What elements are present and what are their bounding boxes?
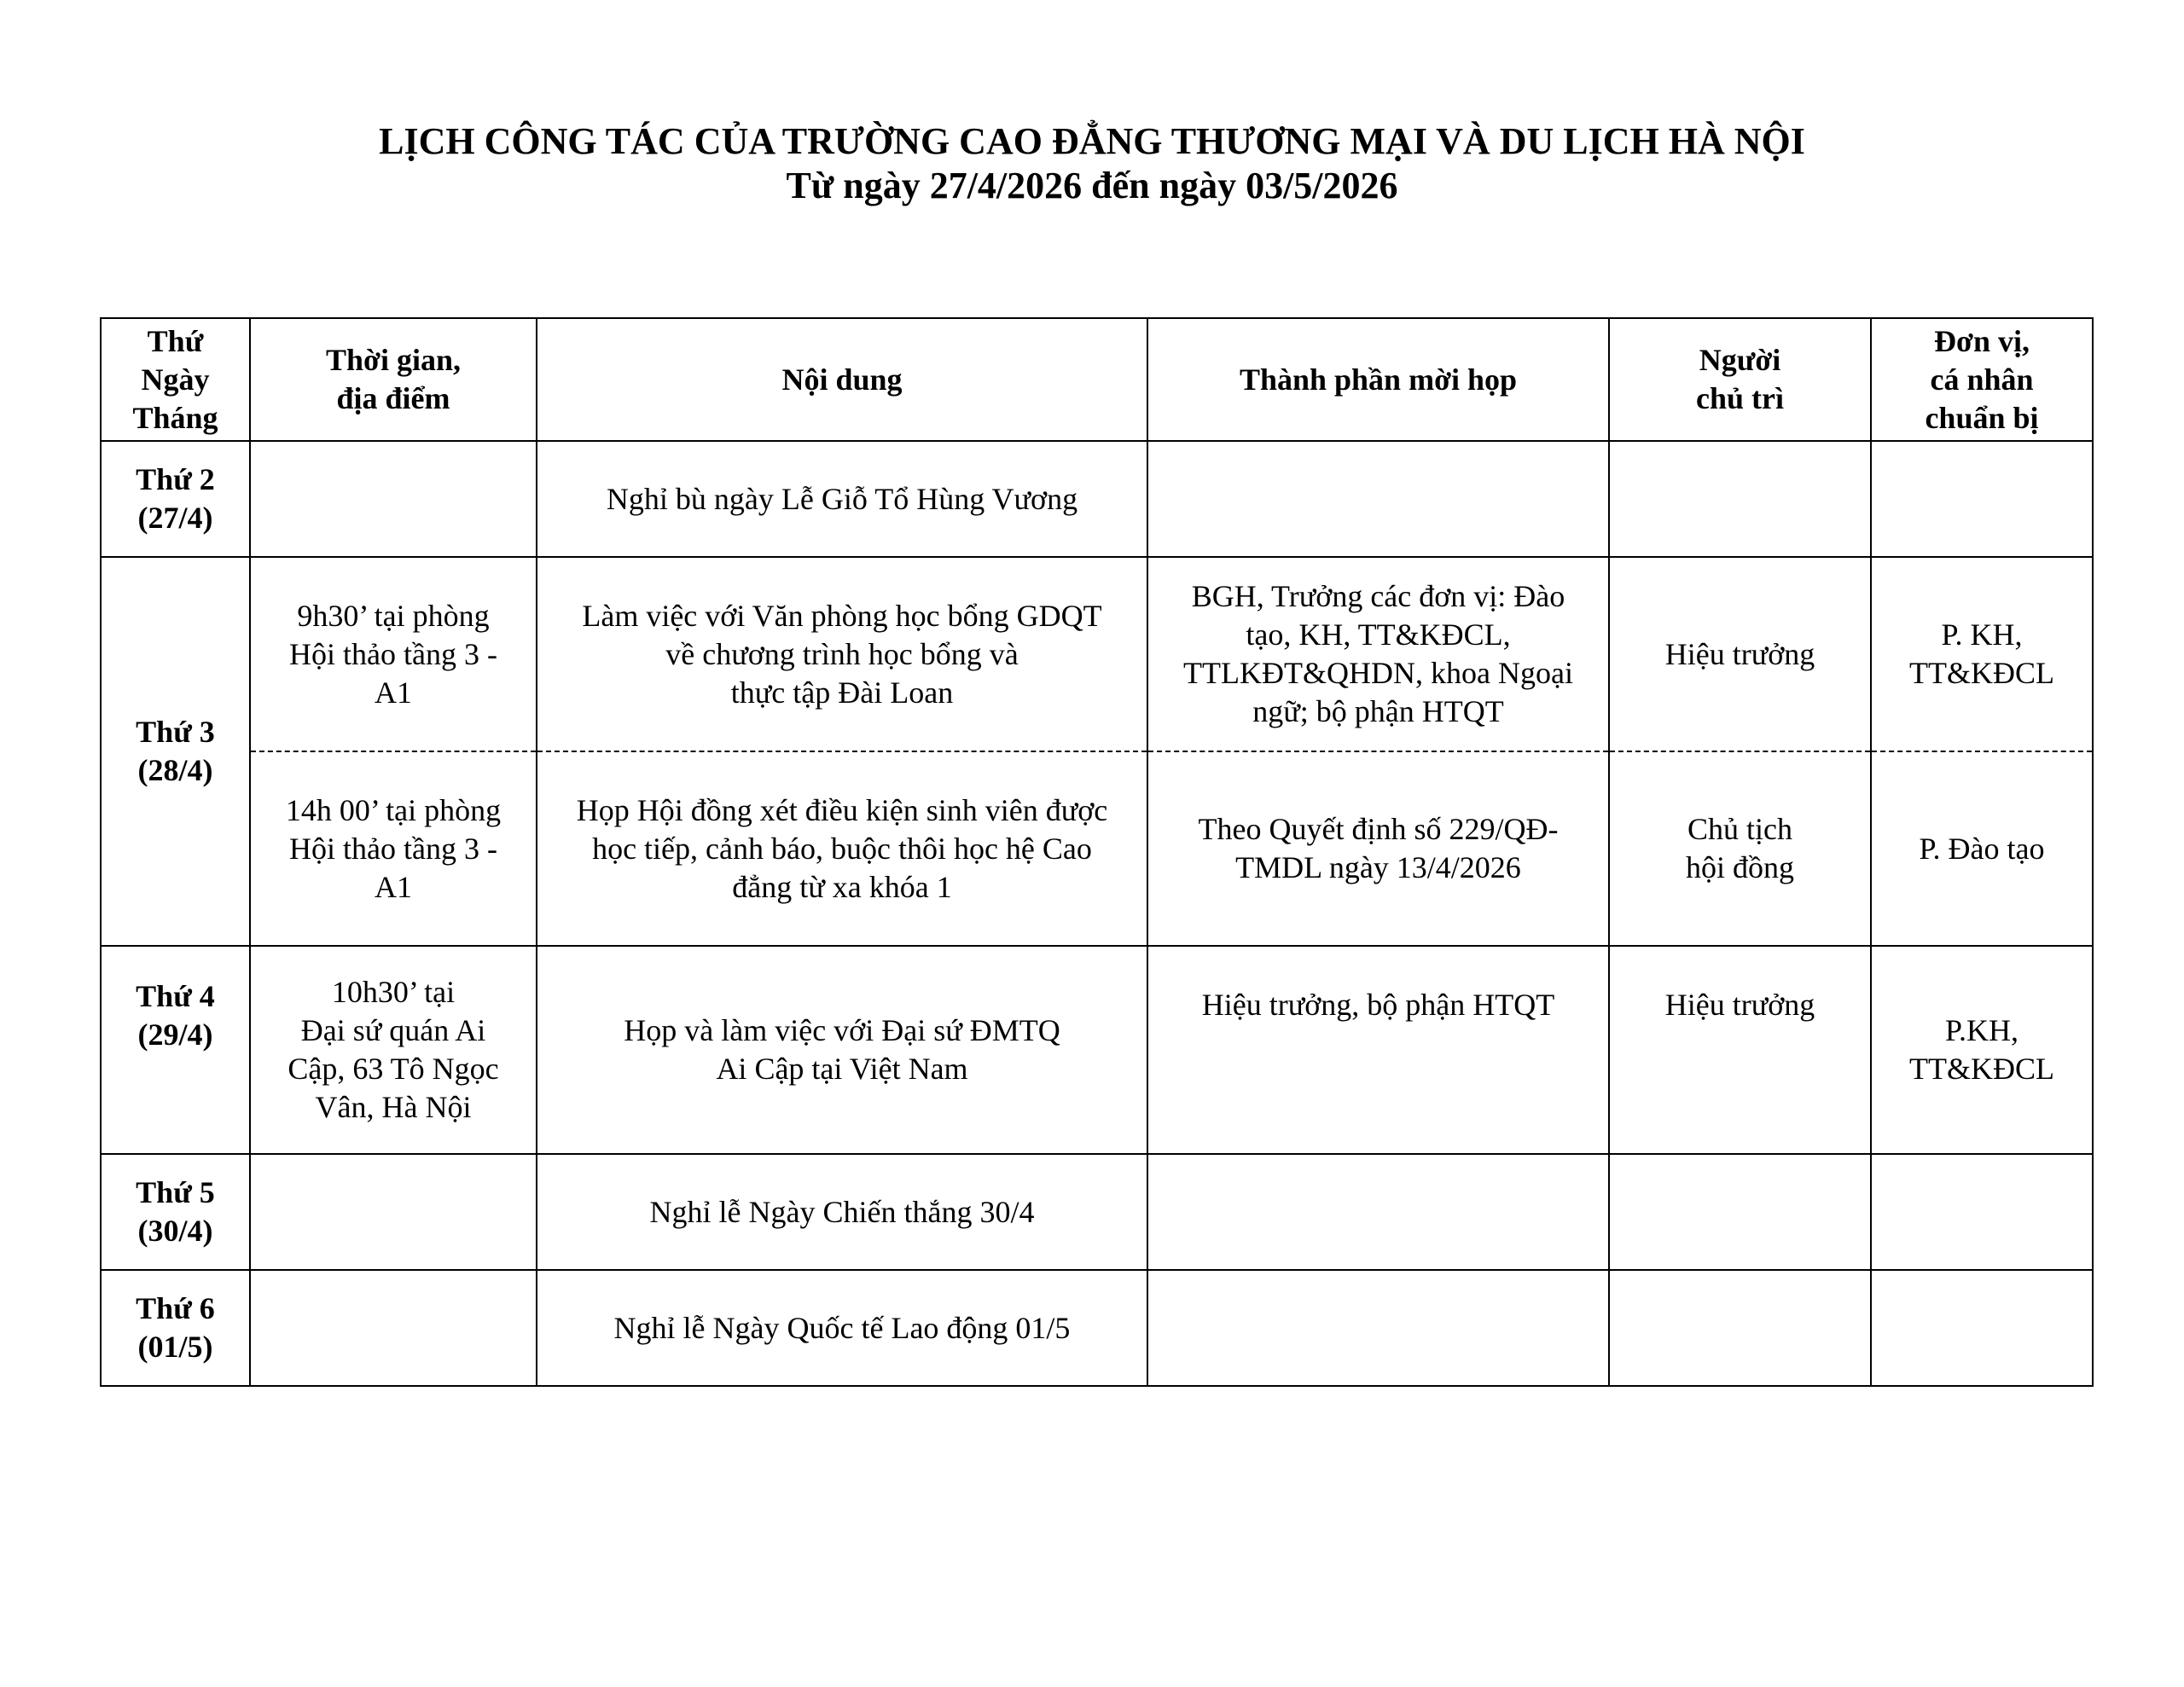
header-participants: Thành phần mời họp [1147, 318, 1609, 441]
cell-content: Họp và làm việc với Đại sứ ĐMTQ Ai Cập tại Việt Nam [537, 946, 1147, 1154]
cell-content: Họp Hội đồng xét điều kiện sinh viên được học tiếp, cảnh báo, buộc thôi học hệ Cao đẳng từ xa khóa 1 [537, 751, 1147, 946]
cell-content: Nghỉ bù ngày Lễ Giỗ Tổ Hùng Vương [537, 441, 1147, 557]
header-row [101, 318, 2093, 441]
cell-time-place: 9h30’ tại phòng Hội thảo tầng 3 - A1 [250, 557, 537, 751]
cell-chair [1609, 1270, 1871, 1386]
cell-time-place: 14h 00’ tại phòng Hội thảo tầng 3 - A1 [250, 751, 537, 946]
table-row [101, 1270, 2093, 1386]
cell-prepare [1871, 441, 2093, 557]
schedule-table [100, 317, 2094, 1387]
cell-chair: Hiệu trưởng [1609, 946, 1871, 1154]
cell-day: Thứ 3 (28/4) [101, 557, 250, 946]
cell-content: Nghỉ lễ Ngày Chiến thắng 30/4 [537, 1154, 1147, 1270]
cell-time-place [250, 441, 537, 557]
cell-prepare: P.KH, TT&KĐCL [1871, 946, 2093, 1154]
cell-chair: Hiệu trưởng [1609, 557, 1871, 751]
cell-participants: BGH, Trưởng các đơn vị: Đào tạo, KH, TT&KĐCL, TTLKĐT&QHDN, khoa Ngoại ngữ; bộ phận HTQT [1147, 557, 1609, 751]
cell-content: Nghỉ lễ Ngày Quốc tế Lao động 01/5 [537, 1270, 1147, 1386]
cell-prepare [1871, 1270, 2093, 1386]
cell-participants: Hiệu trưởng, bộ phận HTQT [1147, 946, 1609, 1154]
header-time-place: Thời gian, địa điểm [250, 318, 537, 441]
header-day: Thứ Ngày Tháng [101, 318, 250, 441]
document-title [0, 119, 2184, 208]
table-row [101, 441, 2093, 557]
cell-chair [1609, 1154, 1871, 1270]
cell-time-place [250, 1154, 537, 1270]
header-chair: Người chủ trì [1609, 318, 1871, 441]
cell-participants [1147, 1270, 1609, 1386]
cell-day: Thứ 5 (30/4) [101, 1154, 250, 1270]
cell-prepare [1871, 1154, 2093, 1270]
table-row [101, 946, 2093, 1154]
table-row [101, 751, 2093, 946]
title-line-1: LỊCH CÔNG TÁC CỦA TRƯỜNG CAO ĐẲNG THƯƠNG MẠI VÀ DU LỊCH HÀ NỘI [379, 120, 1805, 162]
header-content: Nội dung [537, 318, 1147, 441]
table-row [101, 1154, 2093, 1270]
cell-participants [1147, 1154, 1609, 1270]
cell-day: Thứ 4 (29/4) [101, 946, 250, 1154]
cell-participants [1147, 441, 1609, 557]
cell-day: Thứ 6 (01/5) [101, 1270, 250, 1386]
cell-chair [1609, 441, 1871, 557]
cell-day: Thứ 2 (27/4) [101, 441, 250, 557]
cell-chair: Chủ tịch hội đồng [1609, 751, 1871, 946]
cell-time-place [250, 1270, 537, 1386]
cell-prepare: P. KH, TT&KĐCL [1871, 557, 2093, 751]
header-prepare: Đơn vị, cá nhân chuẩn bị [1871, 318, 2093, 441]
cell-content: Làm việc với Văn phòng học bổng GDQT về chương trình học bổng và thực tập Đài Loan [537, 557, 1147, 751]
cell-participants: Theo Quyết định số 229/QĐ- TMDL ngày 13/4/2026 [1147, 751, 1609, 946]
cell-time-place: 10h30’ tại Đại sứ quán Ai Cập, 63 Tô Ngọc Vân, Hà Nội [250, 946, 537, 1154]
cell-prepare: P. Đào tạo [1871, 751, 2093, 946]
table-row [101, 557, 2093, 751]
title-line-2: Từ ngày 27/4/2026 đến ngày 03/5/2026 [786, 165, 1398, 206]
